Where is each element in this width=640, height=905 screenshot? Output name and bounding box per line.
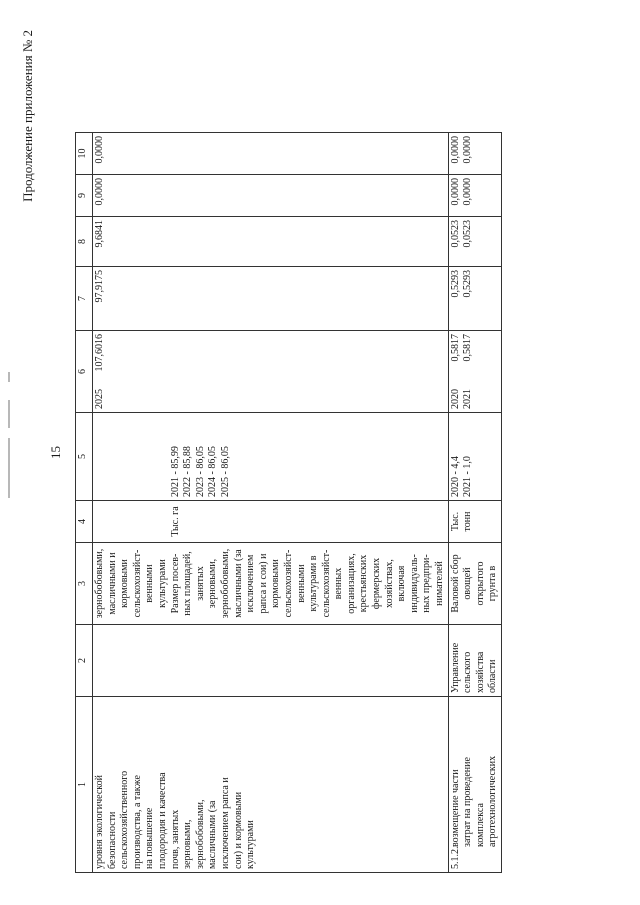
cell-line: культурами в xyxy=(308,555,320,612)
cell-line: ных предпри- xyxy=(421,554,433,613)
funding-value: 0,5293 xyxy=(462,270,474,298)
cell-line: исключением рапса и xyxy=(219,777,231,869)
year-and-total-cell xyxy=(448,331,501,413)
cell-line: масличными (за xyxy=(207,800,219,869)
target-value: 2021 - 85,99 xyxy=(169,446,181,497)
cell-line: Размер посев- xyxy=(169,553,181,614)
cell-line: грунта в xyxy=(487,565,499,602)
unit-cell xyxy=(448,501,501,543)
cell-line: зерновыми, xyxy=(182,819,194,869)
target-value: 2022 - 85,88 xyxy=(182,446,194,497)
cell-line: открытого xyxy=(474,561,486,606)
responsible-executor-cell xyxy=(448,625,501,697)
cell-line: Валовой сбор xyxy=(449,554,461,613)
cell-line: сельскохозяйст- xyxy=(282,549,294,618)
cell-line: сои) и кормовыми xyxy=(232,791,244,869)
funding-cell: 0,0000 xyxy=(93,175,449,217)
unit-value: Тыс. га xyxy=(169,506,181,537)
cell-line: масличными (за xyxy=(232,549,244,618)
page-number: 15 xyxy=(48,446,63,459)
table-row xyxy=(93,133,449,873)
cell-line: зерновыми, xyxy=(207,558,219,609)
cell-line: возмещение части xyxy=(449,769,461,847)
cell-line: хозяйствах, xyxy=(383,559,395,608)
cell-line: организациях, xyxy=(345,553,357,614)
funding-value: 0,5293 xyxy=(449,270,461,298)
cell-line: плодородия и качества xyxy=(156,772,168,869)
cell-line: исключением xyxy=(245,554,257,613)
responsible-executor-cell xyxy=(93,625,449,697)
funding-cell xyxy=(448,175,501,217)
measure-number: 5.1.2. xyxy=(449,846,461,869)
annex-continuation-title: Продолжение приложения № 2 xyxy=(20,30,35,202)
funding-cell xyxy=(448,217,501,267)
measure-description-cell xyxy=(448,697,501,873)
cell-line: масличными и xyxy=(106,552,118,615)
cell-line: сельскохозяйст- xyxy=(131,549,143,618)
column-header: 1 xyxy=(76,697,93,873)
column-header: 8 xyxy=(76,217,93,267)
funding-cell xyxy=(448,267,501,331)
cell-line: венных xyxy=(333,567,345,600)
table-row xyxy=(448,133,501,873)
funding-value: 0,0523 xyxy=(462,220,474,248)
cell-line: крестьянских xyxy=(358,554,370,613)
total-value: 0,5817 xyxy=(449,334,461,362)
cell-line: кормовыми xyxy=(270,559,282,608)
funding-cell: 0,0000 xyxy=(93,133,449,175)
cell-line: области xyxy=(487,659,499,693)
unit-cell xyxy=(93,501,449,543)
cell-line: кормовыми xyxy=(119,559,131,608)
cell-line: тонн xyxy=(462,511,474,532)
year-and-total-cell xyxy=(93,331,449,413)
funding-cell xyxy=(448,133,501,175)
cell-line: безопасности xyxy=(106,811,118,869)
cell-line: венными xyxy=(144,564,156,603)
measure-description-cell xyxy=(93,697,449,873)
funding-cell: 9,6841 xyxy=(93,217,449,267)
column-header: 6 xyxy=(76,331,93,413)
column-header: 7 xyxy=(76,267,93,331)
cell-line: рапса и сои) и xyxy=(257,553,269,614)
column-header: 2 xyxy=(76,625,93,697)
cell-line: фермерских xyxy=(371,557,383,610)
cell-line: зернобобовыми, xyxy=(194,799,206,869)
cell-line: занятых xyxy=(194,566,206,601)
cell-line: включая xyxy=(396,565,408,602)
cell-line: зернобобовыми, xyxy=(94,548,105,619)
cell-line: Управление xyxy=(449,642,461,693)
cell-line: культурами xyxy=(156,559,168,608)
target-value: 2025 - 86,05 xyxy=(219,446,231,497)
cell-line: ных площадей, xyxy=(182,551,194,616)
cell-line: производства, а также xyxy=(131,775,143,869)
year-value: 2025 xyxy=(94,389,105,409)
funding-value: 0,0000 xyxy=(449,178,461,206)
target-value: 2021 - 1,0 xyxy=(462,456,474,497)
cell-line: зернобобовыми, xyxy=(219,548,231,619)
funding-cell: 97,9175 xyxy=(93,267,449,331)
total-value: 0,5817 xyxy=(462,334,474,362)
cell-line: на повышение xyxy=(144,807,156,869)
cell-line: овощей xyxy=(462,567,474,600)
target-value: 2024 - 86,05 xyxy=(207,446,219,497)
cell-line: сельскохозяйственного xyxy=(119,770,131,869)
column-header: 3 xyxy=(76,543,93,625)
total-value: 107,6016 xyxy=(94,334,105,372)
target-value: 2023 - 86,05 xyxy=(194,446,206,497)
funding-value: 0,0000 xyxy=(449,136,461,164)
cell-line: сельскохозяйст- xyxy=(320,549,332,618)
cell-line: агротехнологических xyxy=(487,755,499,847)
cell-line: нимателей xyxy=(434,561,446,606)
funding-value: 0,0000 xyxy=(462,136,474,164)
funding-value: 0,0000 xyxy=(462,178,474,206)
cell-line: хозяйства xyxy=(474,651,486,693)
cell-line: индивидуаль- xyxy=(408,554,420,613)
column-number-row xyxy=(76,133,93,873)
program-indicators-table xyxy=(75,132,502,873)
funding-value: 0,0523 xyxy=(449,220,461,248)
indicator-name-cell xyxy=(448,543,501,625)
column-header: 10 xyxy=(76,133,93,175)
year-value: 2020 xyxy=(449,389,461,409)
target-values-cell xyxy=(448,413,501,501)
cell-line: комплекса xyxy=(474,803,486,847)
cell-line: венными xyxy=(295,564,307,603)
cell-line: почв, занятых xyxy=(169,809,181,869)
cell-line: уровня экологической xyxy=(94,775,105,869)
cell-line: затрат на проведение xyxy=(462,757,474,847)
target-values-cell xyxy=(93,413,449,501)
cell-line: культурами xyxy=(245,820,257,869)
target-value: 2020 - 4,4 xyxy=(449,456,461,497)
indicator-name-cell xyxy=(93,543,449,625)
cell-line: Тыс. xyxy=(449,511,461,532)
column-header: 4 xyxy=(76,501,93,543)
column-header: 5 xyxy=(76,413,93,501)
cell-line: сельского xyxy=(462,651,474,693)
column-header: 9 xyxy=(76,175,93,217)
year-value: 2021 xyxy=(462,389,474,409)
